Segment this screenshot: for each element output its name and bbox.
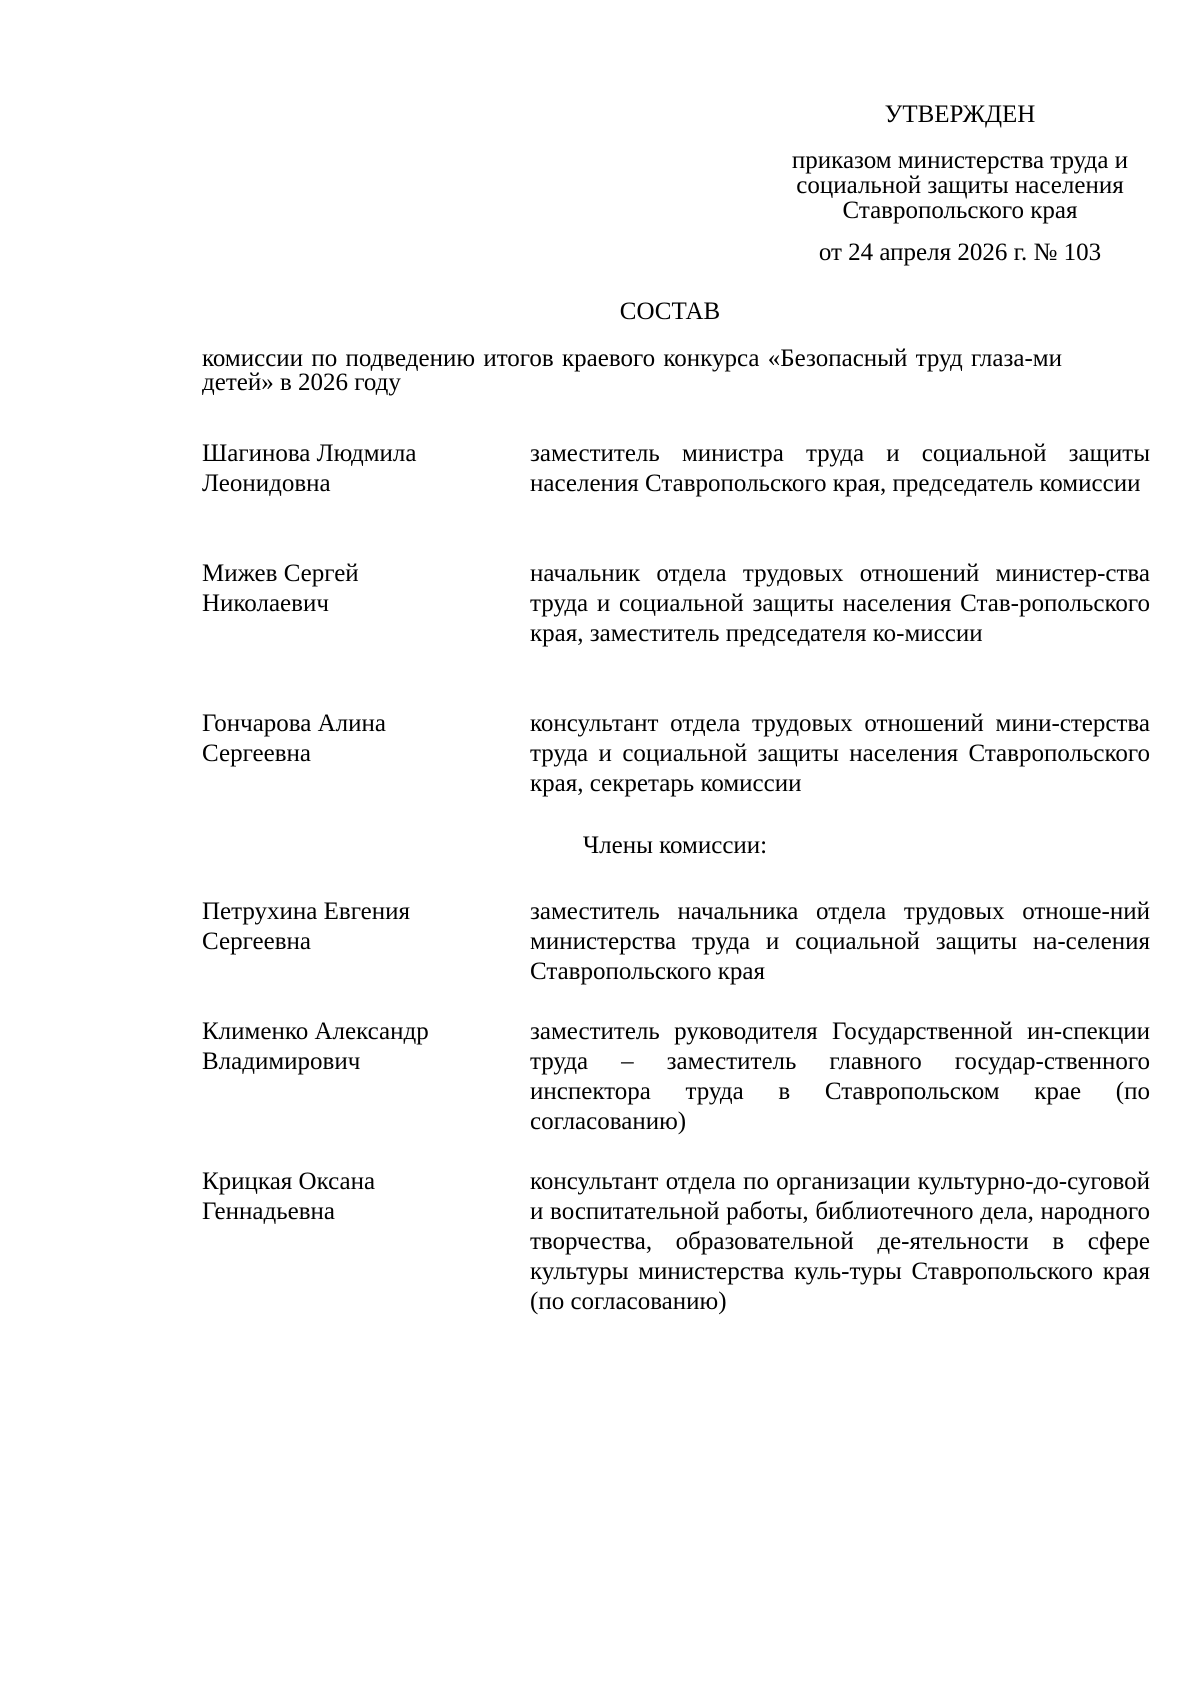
document-subtitle: комиссии по подведению итогов краевого конкурса «Безопасный труд глаза-ми детей» в 2026 году xyxy=(202,345,1062,396)
members-section-heading: Члены комиссии: xyxy=(582,832,768,859)
member-name: Петрухина Евгения Сергеевна xyxy=(202,898,411,955)
member-position: консультант отдела по организации культурно-до-суговой и воспитательной работы, библиотечного дела, народного творчества, образовательной де-ятельности в сфере культуры министерства куль-туры Ставропольского края (по согласованию) xyxy=(530,1168,1150,1315)
member-position: заместитель руководителя Государственной ин-спекции труда – заместитель главного государ-ственного инспектора труда в Ставропольском крае (по согласованию) xyxy=(530,1018,1150,1135)
member-name: Мижев Сергей Николаевич xyxy=(202,560,359,617)
approval-date-number: от 24 апреля 2026 г. № 103 xyxy=(818,239,1102,266)
member-position: начальник отдела трудовых отношений министер-ства труда и социальной защиты населения Став-ропольского края, заместитель председателя ко-миссии xyxy=(530,560,1150,647)
member-position: консультант отдела трудовых отношений мини-стерства труда и социальной защиты населения Ставропольского края, секретарь комиссии xyxy=(530,710,1150,797)
approval-order-text: приказом министерства труда и социальной защиты населения Ставропольского края xyxy=(791,147,1129,224)
member-name: Клименко Александр Владимирович xyxy=(202,1018,429,1075)
document-title: СОСТАВ xyxy=(619,298,721,325)
member-name: Гончарова Алина Сергеевна xyxy=(202,710,387,767)
member-name: Шагинова Людмила Леонидовна xyxy=(202,440,417,497)
member-name: Крицкая Оксана Геннадьевна xyxy=(202,1168,376,1225)
approval-heading: УТВЕРЖДЕН xyxy=(884,101,1036,128)
member-position: заместитель начальника отдела трудовых отноше-ний министерства труда и социальной защиты на-селения Ставропольского края xyxy=(530,898,1150,985)
member-position: заместитель министра труда и социальной защиты населения Ставропольского края, председатель комиссии xyxy=(530,440,1150,497)
